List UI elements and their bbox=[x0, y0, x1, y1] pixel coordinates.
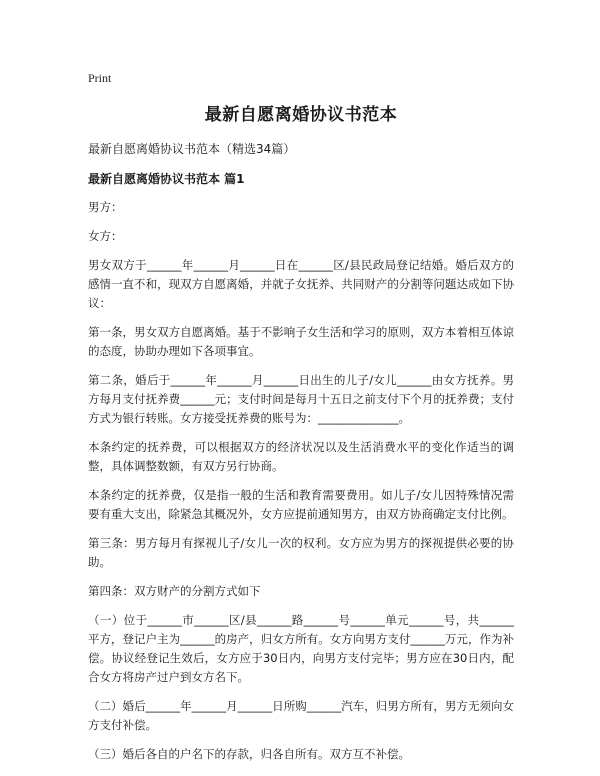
paragraph-male-party: 男方： bbox=[88, 200, 123, 214]
paragraph-article-2: 第二条，婚后于______年______月______日出生的儿子/女儿______由女方抚养。男方每月支付抚养费______元；支付时间是每月十五日之前支付下个月的抚养费；支付方式为银行转账。女方接受抚养费的账号为：______________。 bbox=[88, 373, 514, 425]
paragraph-article-4: 第四条：双方财产的分割方式如下 bbox=[88, 584, 261, 598]
paragraph-property-car: （二）婚后______年______月______日所购______汽车，归男方所有，男方无须向女方支付补偿。 bbox=[88, 699, 514, 732]
document-subtitle: 最新自愿离婚协议书范本（精选34篇） bbox=[88, 142, 296, 156]
section-heading: 最新自愿离婚协议书范本 篇1 bbox=[88, 172, 245, 186]
document-title: 最新自愿离婚协议书范本 bbox=[204, 105, 398, 125]
paragraph-marriage-registration: 男女双方于______年______月______日在______区/县民政局登记结婚。婚后双方的感情一直不和，现双方自愿离婚，并就子女抚养、共同财产的分割等问题达成如下协议： bbox=[88, 258, 514, 310]
print-label: Print bbox=[88, 71, 112, 85]
paragraph-property-deposits: （三）婚后各自的户名下的存款，归各自所有。双方互不补偿。 bbox=[88, 747, 410, 761]
paragraph-article-1: 第一条，男女双方自愿离婚。基于不影响子女生活和学习的原则，双方本着相互体谅的态度，协助办理如下各项事宜。 bbox=[88, 325, 514, 358]
paragraph-article-3: 第三条：男方每月有探视儿子/女儿一次的权利。女方应为男方的探视提供必要的协助。 bbox=[88, 536, 514, 569]
paragraph-support-adjustment: 本条约定的抚养费，可以根据双方的经济状况以及生活消费水平的变化作适当的调整，具体调整数额，有双方另行协商。 bbox=[88, 440, 514, 473]
paragraph-support-scope: 本条约定的抚养费，仅是指一般的生活和教育需要费用。如儿子/女儿因特殊情况需要有重大支出，除紧急其概况外，女方应提前通知男方，由双方协商确定支付比例。 bbox=[88, 488, 514, 521]
paragraph-female-party: 女方： bbox=[88, 229, 123, 243]
paragraph-property-house: （一）位于______市______区/县______路______号______单元______号，共______平方，登记户主为______的房产，归女方所有。女方向男方支付______万元，作为补偿。协议经登记生效后，女方应于30日内，向男方支付完毕；男方应在30日内，配合女方将房产过户到女方名下。 bbox=[88, 613, 514, 684]
